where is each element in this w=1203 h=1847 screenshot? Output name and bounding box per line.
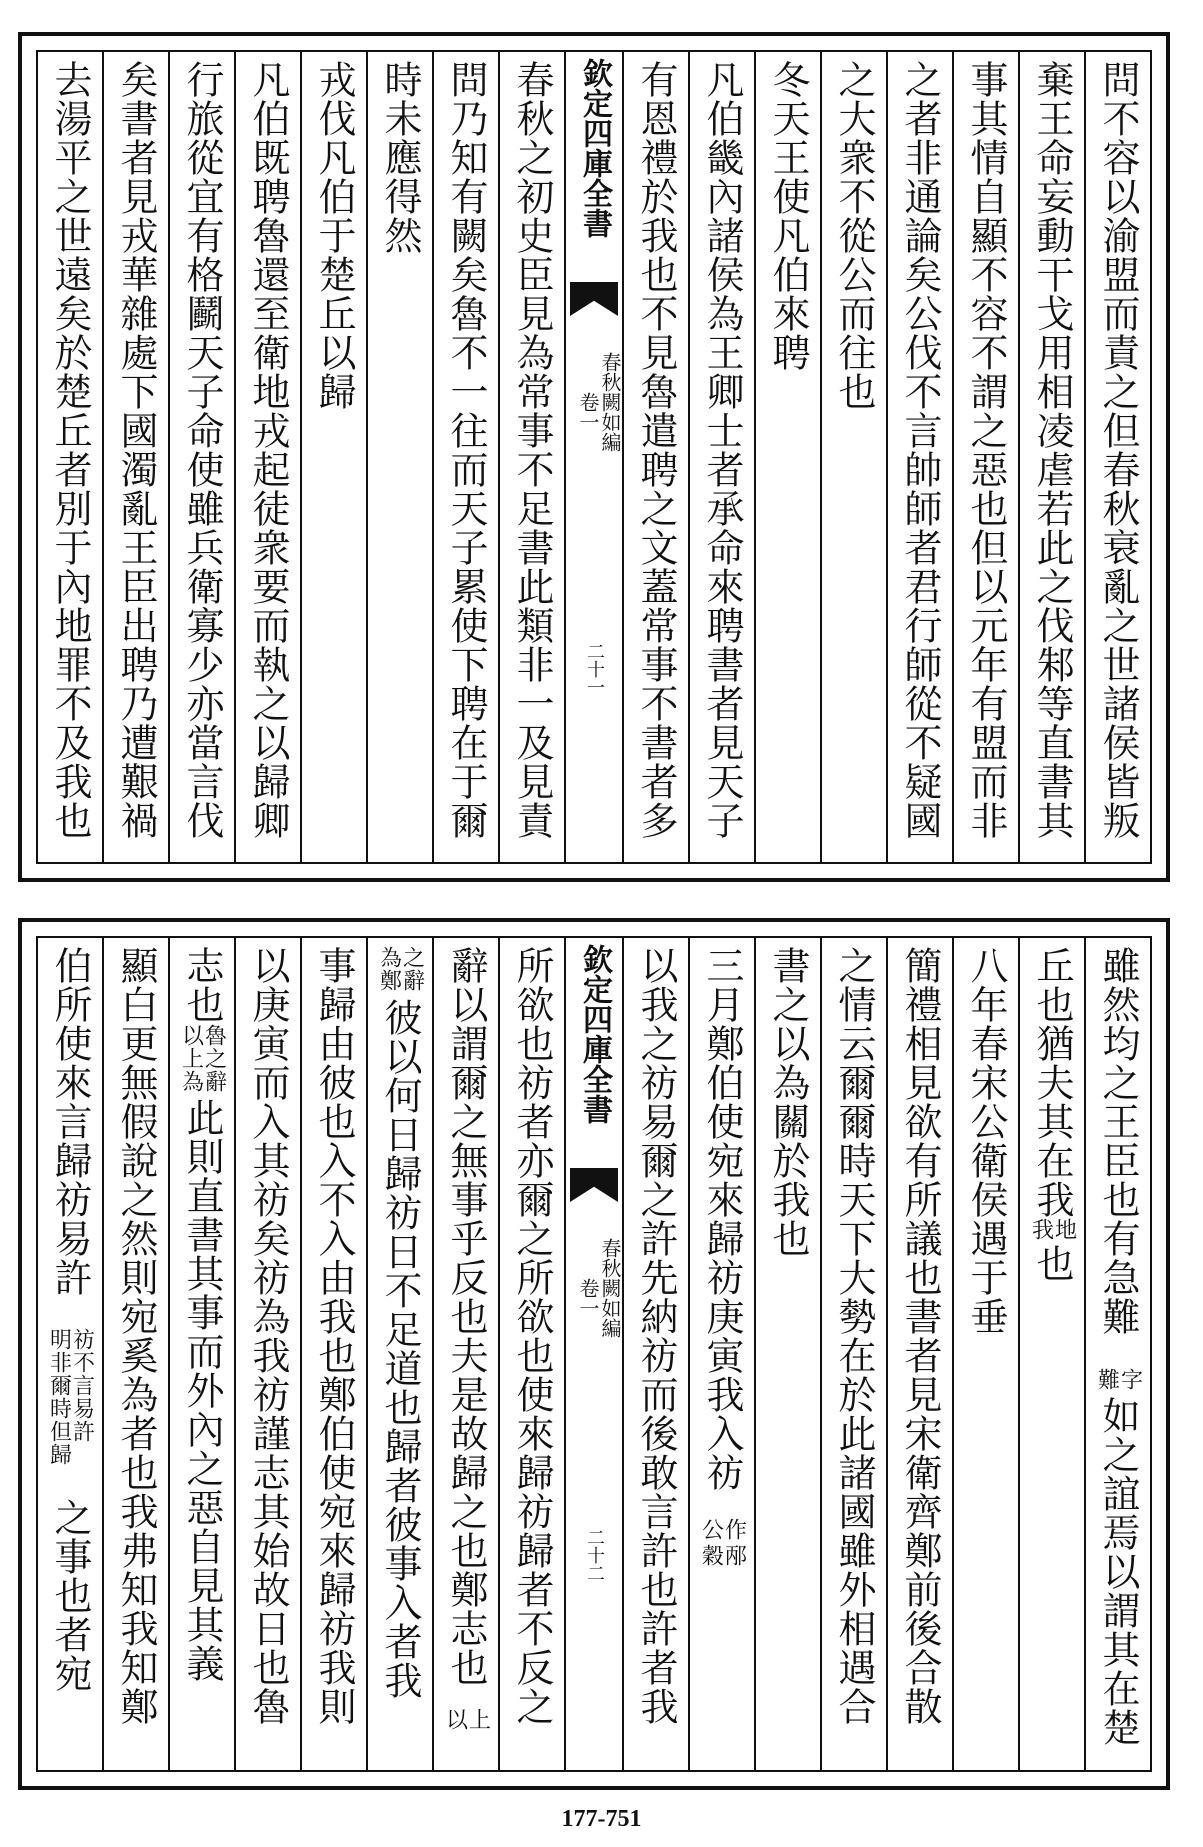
- column-text: 雖然均之王臣也有急難: [1096, 946, 1140, 1336]
- column-text: 也: [1030, 1244, 1074, 1283]
- annotation-text: 以: [442, 1708, 468, 1731]
- column-text: 以我之祊易爾之許先納祊而後敢言許也許者我: [634, 946, 678, 1726]
- column-text: 簡禮相見欲有所議也書者見宋衛齊鄭前後合散: [898, 946, 942, 1726]
- annotation-text: 以上為: [178, 1024, 204, 1093]
- text-column: [366, 52, 432, 862]
- book-subtitle: 春秋闕如編: [598, 352, 622, 452]
- text-column: [234, 938, 300, 1770]
- column-text: 此則直書其事而外內之惡自見其義: [180, 1098, 224, 1683]
- column-text: 行旅從宜有格鬬天子命使雖兵衛寡少亦當言伐: [180, 60, 224, 840]
- column-text: 辭以謂爾之無事乎反也夫是故歸之也鄭志也: [444, 946, 488, 1687]
- lower-leaf: [18, 918, 1170, 1790]
- annotation-text: 字: [1117, 1368, 1143, 1391]
- column-text: 凡伯既聘魯還至衛地戎起徒衆要而執之以歸卿: [246, 60, 290, 840]
- annotation-text: 上: [465, 1708, 491, 1731]
- text-column: [38, 52, 102, 862]
- annotation-text: 作: [721, 1518, 747, 1541]
- column-text: 丘也猶夫其在我: [1030, 946, 1074, 1219]
- column-text: 之情云爾爾時天下大勢在於此諸國雖外相遇合: [832, 946, 876, 1726]
- column-text: 矣書者見戎華雜處下國濁亂王臣出聘乃遭艱禍: [114, 60, 158, 840]
- annotation-text: 之辭: [399, 946, 425, 992]
- annotation-text: 地: [1051, 1218, 1077, 1241]
- annotation-text: 邴: [721, 1544, 747, 1567]
- text-column: [498, 938, 564, 1770]
- binding-column: [564, 52, 622, 862]
- column-text: 伯所使來言歸祊易許: [48, 946, 92, 1297]
- column-text: 書之以為關於我也: [766, 946, 810, 1258]
- column-text: 冬天王使凡伯來聘: [766, 60, 810, 372]
- upper-leaf: [18, 32, 1170, 882]
- text-column: [432, 52, 498, 862]
- column-text: 事其情自顯不容不謂之惡也但以元年有盟而非: [964, 60, 1008, 840]
- text-column: [622, 938, 688, 1770]
- text-column: [688, 938, 754, 1770]
- text-column: [38, 938, 102, 1770]
- column-text: 春秋之初史臣見為常事不足書此類非一及見責: [510, 60, 554, 840]
- text-column: [234, 52, 300, 862]
- page-number: 二十一: [584, 642, 605, 696]
- annotation-text: 為鄭: [376, 946, 402, 992]
- text-column: [168, 938, 234, 1770]
- volume-label: 卷一: [576, 1278, 600, 1318]
- fish-tail-mark: [570, 282, 618, 316]
- binding-column: [564, 938, 622, 1770]
- text-column: [1084, 938, 1150, 1770]
- annotation-text: 難: [1094, 1368, 1120, 1391]
- column-text: 以庚寅而入其祊矣祊為我祊謹志其始故日也魯: [246, 946, 290, 1726]
- book-subtitle: 春秋闕如編: [598, 1238, 622, 1338]
- annotation-text: 公: [698, 1518, 724, 1541]
- column-text: 問不容以渝盟而責之但春秋衰亂之世諸侯皆叛: [1096, 60, 1140, 840]
- column-text: 八年春宋公衛侯遇于垂: [964, 946, 1008, 1336]
- column-text: 顯白更無假說之然則宛奚為者也我弗知我知鄭: [114, 946, 158, 1726]
- folio-number: 177-751: [561, 1806, 642, 1832]
- column-text: 戎伐凡伯于楚丘以歸: [312, 60, 356, 411]
- text-column: [432, 938, 498, 1770]
- column-text: 三月鄭伯使宛來歸祊庚寅我入祊: [700, 946, 744, 1492]
- annotation-text: 穀: [698, 1544, 724, 1567]
- column-text: 時未應得然: [378, 60, 422, 255]
- column-text: 如之誼焉以謂其在楚: [1096, 1396, 1140, 1747]
- text-column: [820, 52, 886, 862]
- column-text: 彼以何日歸祊日不足道也歸者彼事入者我: [378, 998, 422, 1700]
- text-column: [366, 938, 432, 1770]
- volume-label: 卷一: [576, 392, 600, 432]
- column-text: 事歸由彼也入不入由我也鄭伯使宛來歸祊我則: [312, 946, 356, 1726]
- text-column: [886, 52, 952, 862]
- column-text: 之者非通論矣公伐不言帥師者君行師從不疑國: [898, 60, 942, 840]
- page-number: 二十二: [584, 1528, 605, 1582]
- text-column: [688, 52, 754, 862]
- text-column: [754, 938, 820, 1770]
- text-column: [886, 938, 952, 1770]
- column-text: 之事也者宛: [48, 1498, 92, 1693]
- fish-tail-mark: [570, 1168, 618, 1202]
- column-text: 之大衆不從公而往也: [832, 60, 876, 411]
- text-column: [1018, 52, 1084, 862]
- text-column: [952, 52, 1018, 862]
- text-column: [820, 938, 886, 1770]
- text-column: [754, 52, 820, 862]
- upper-text-frame: [36, 50, 1152, 864]
- text-column: [102, 52, 168, 862]
- text-column: [1018, 938, 1084, 1770]
- annotation-text: 明非爾時但歸: [46, 1328, 72, 1466]
- text-column: [102, 938, 168, 1770]
- book-title: 欽定四庫全書: [577, 58, 612, 238]
- annotation-text: 祊不言易許: [69, 1328, 95, 1443]
- column-text: 棄王命妄動干戈用相凌虐若此之伐邾等直書其: [1030, 60, 1074, 840]
- text-column: [622, 52, 688, 862]
- text-column: [1084, 52, 1150, 862]
- column-text: 去湯平之世遠矣於楚丘者別于內地罪不及我也: [48, 60, 92, 840]
- column-text: 問乃知有闕矣魯不一往而天子累使下聘在于爾: [444, 60, 488, 840]
- book-title: 欽定四庫全書: [577, 944, 612, 1124]
- text-column: [952, 938, 1018, 1770]
- column-text: 志也: [180, 946, 224, 1024]
- text-column: [168, 52, 234, 862]
- annotation-text: 我: [1028, 1218, 1054, 1241]
- column-text: 凡伯畿內諸侯為王卿士者承命來聘書者見天子: [700, 60, 744, 840]
- annotation-text: 魯之辭: [201, 1024, 227, 1093]
- text-column: [300, 938, 366, 1770]
- column-text: 有恩禮於我也不見魯遣聘之文蓋常事不書者多: [634, 60, 678, 840]
- lower-text-frame: [36, 936, 1152, 1772]
- column-text: 所欲也祊者亦爾之所欲也使來歸祊歸者不反之: [510, 946, 554, 1726]
- text-column: [498, 52, 564, 862]
- text-column: [300, 52, 366, 862]
